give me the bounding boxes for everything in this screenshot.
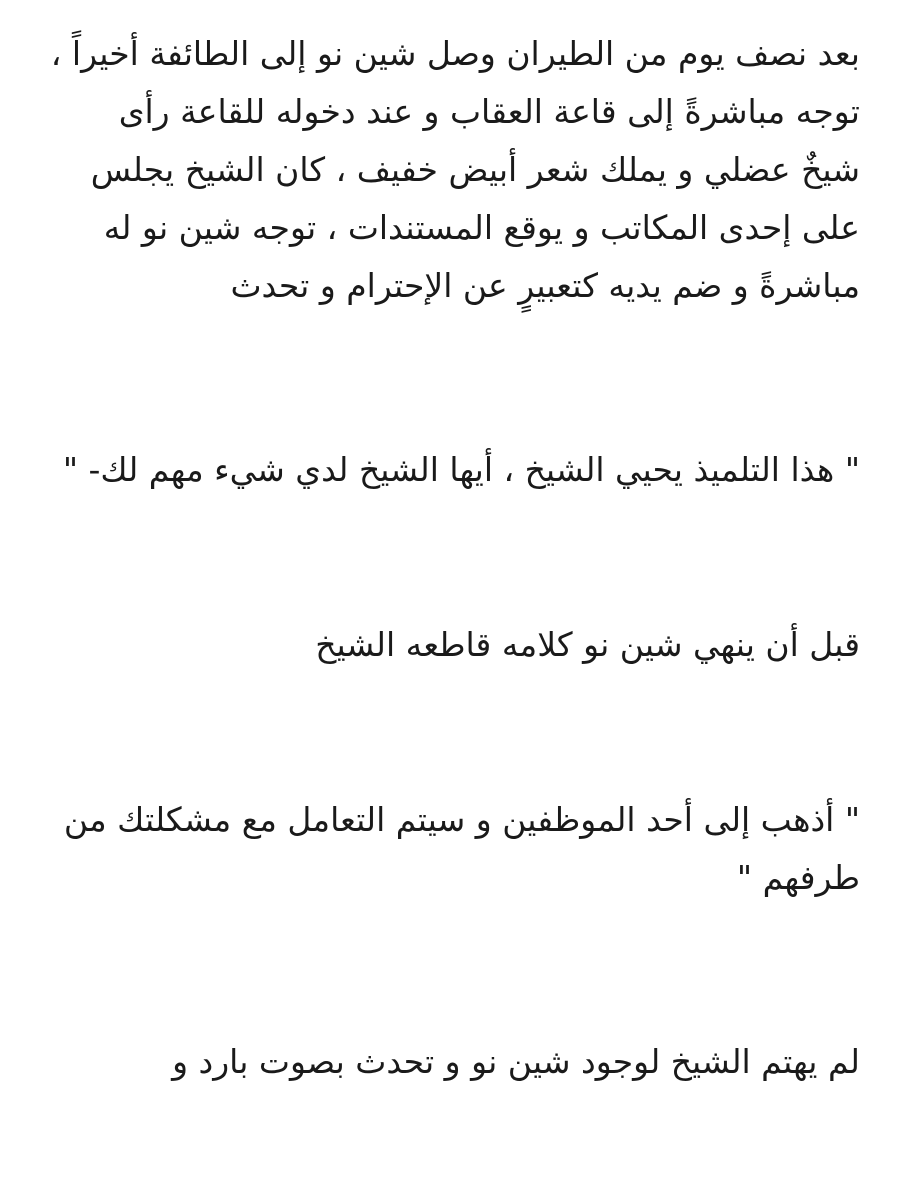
paragraph-narration-cold-voice: لم يهتم الشيخ لوجود شين نو و تحدث بصوت بارد و [172, 1042, 860, 1081]
paragraph-narration-interrupt: قبل أن ينهي شين نو كلامه قاطعه الشيخ [315, 625, 860, 664]
paragraph-dialogue-elder: " أذهب إلى أحد الموظفين و سيتم التعامل مع مشكلتك من طرفهم " [63, 800, 860, 897]
paragraph-dialogue-greeting: " هذا التلميذ يحيي الشيخ ، أيها الشيخ لدي شيء مهم لك- " [62, 450, 860, 489]
paragraph-narration-arrival: بعد نصف يوم من الطيران وصل شين نو إلى الطائفة أخيراً ، توجه مباشرةً إلى قاعة العقاب و عند دخوله للقاعة رأى شيخٌ عضلي و يملك شعر أبيض خفيف ، كان الشيخ يجلس على إحدى المكاتب و يوقع المستندات ، توجه شين نو له مباشرةً و ضم يديه كتعبيرٍ عن الإحترام و تحدث [50, 34, 860, 305]
